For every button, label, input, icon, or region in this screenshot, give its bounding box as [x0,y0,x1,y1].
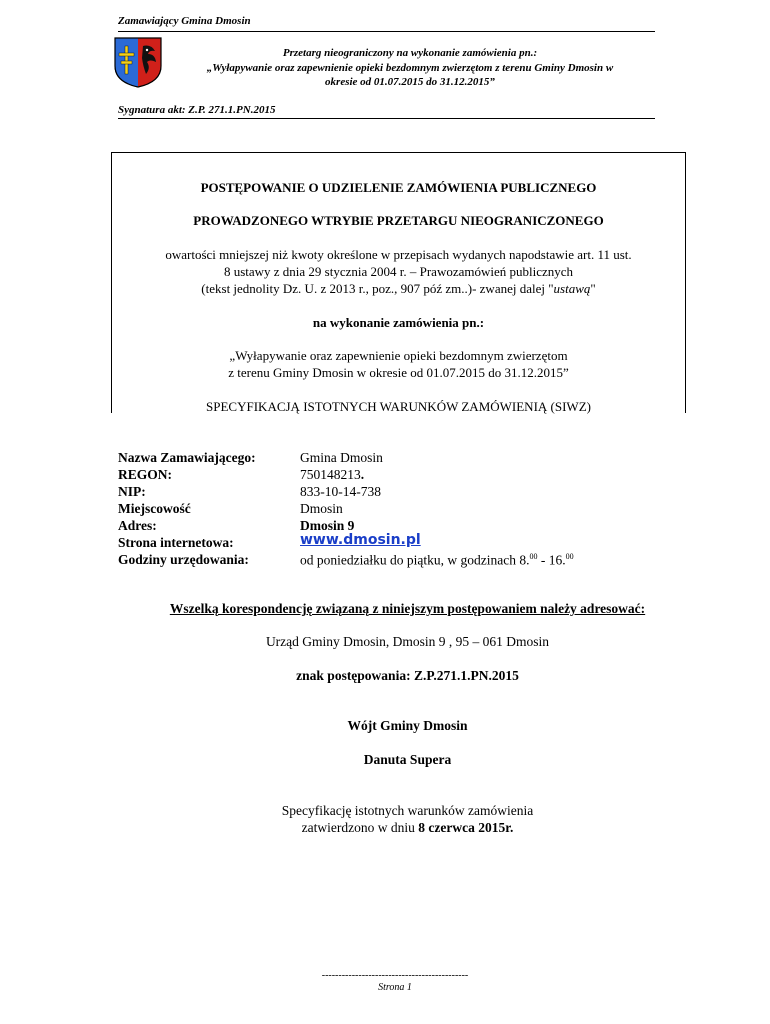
sygnatura-rule [118,118,655,119]
header-przetarg: Przetarg nieograniczony na wykonanie zamówienia pn.: [282,47,538,59]
sygnatura: Sygnatura akt: Z.P. 271.1.PN.2015 [118,104,276,116]
box-para-line2: 8 ustawy z dnia 29 stycznia 2004 r. – Prawozamówień publicznych [223,264,574,279]
godz-sup2: 00 [565,552,574,561]
info-label: REGON: [118,467,172,482]
info-value: 833-10-14-738 [300,484,381,499]
box-zadanie-line1: „Wyłapywanie oraz zapewnienie opieki bezdomnym zwierzętom [229,348,568,363]
box-siwz: SPECYFIKACJĄ ISTOTNYCH WARUNKÓW ZAMÓWIENIĄ (SIWZ) [206,399,591,414]
znak-postepowania: znak postępowania: Z.P.271.1.PN.2015 [296,668,519,683]
info-value: Gmina Dmosin [300,450,383,465]
regon-number: 750148213 [300,467,361,482]
info-label: NIP: [118,484,146,499]
wojt-name: Danuta Supera [363,752,452,767]
info-label: Adres: [118,518,157,533]
info-label: Nazwa Zamawiającego: [118,450,256,465]
header-title-line1: „Wyłapywanie oraz zapewnienie opieki bezdomnym zwierzętom z terenu Gminy Dmosin w [206,62,614,74]
coat-of-arms-icon [113,36,163,88]
title-box [111,152,686,413]
header-rule [118,31,655,32]
header-zamawiajacy: Zamawiający Gmina Dmosin [118,15,251,27]
urzad-address: Urząd Gminy Dmosin, Dmosin 9 , 95 – 061 Dmosin [265,634,550,649]
box-title-2: PROWADZONEGO WTRYBIE PRZETARGU NIEOGRANICZONEGO [193,213,604,228]
godz-pre: od poniedziałku do piątku, w godzinach 8. [300,552,530,568]
footer-divider: -------------------------------------------- [321,970,469,981]
info-label: Miejscowość [118,501,191,516]
info-value: Dmosin 9 [300,518,355,533]
box-para-line3-em: ustawą [553,281,591,296]
spec-line1: Specyfikację istotnych warunków zamówienia [281,803,534,818]
box-title-1: POSTĘPOWANIE O UDZIELENIE ZAMÓWIENIA PUBLICZNEGO [200,180,597,195]
box-zadanie-line2: z terenu Gminy Dmosin w okresie od 01.07.2015 do 31.12.2015” [228,365,569,380]
spec-line2 [60,820,755,836]
regon-dot: . [360,467,365,482]
korespondencja-heading: Wszelką korespondencję związaną z niniejszym postępowaniem należy adresować: [169,601,646,616]
info-label: Godziny urzędowania: [118,552,249,567]
wojt-title: Wójt Gminy Dmosin [347,718,468,733]
website-link[interactable]: www.dmosin.pl [300,532,421,548]
godz-mid: - 16. [537,552,566,568]
info-value [300,552,574,569]
box-para-line3-b: " [590,281,596,296]
box-para-line3 [112,281,685,297]
header-title-line2: okresie od 01.07.2015 do 31.12.2015” [325,76,495,88]
box-para-line1: owartości mniejszej niż kwoty określone w przepisach wydanych napodstawie art. 11 ust. [165,247,632,262]
info-value: Dmosin [300,501,343,516]
info-value [300,467,364,483]
spec-line2-pre: zatwierdzono w dniu [301,820,419,835]
spec-date: 8 czerwca 2015r. [418,820,514,835]
box-na-wykonanie: na wykonanie zamówienia pn.: [312,315,485,330]
info-label: Strona internetowa: [118,535,234,550]
godz-sup1: 00 [529,552,538,561]
page-number: Strona 1 [378,982,412,993]
box-para-line3-a: (tekst jednolity Dz. U. z 2013 r., poz., 907 póź zm..)- zwanej dalej " [201,281,554,296]
